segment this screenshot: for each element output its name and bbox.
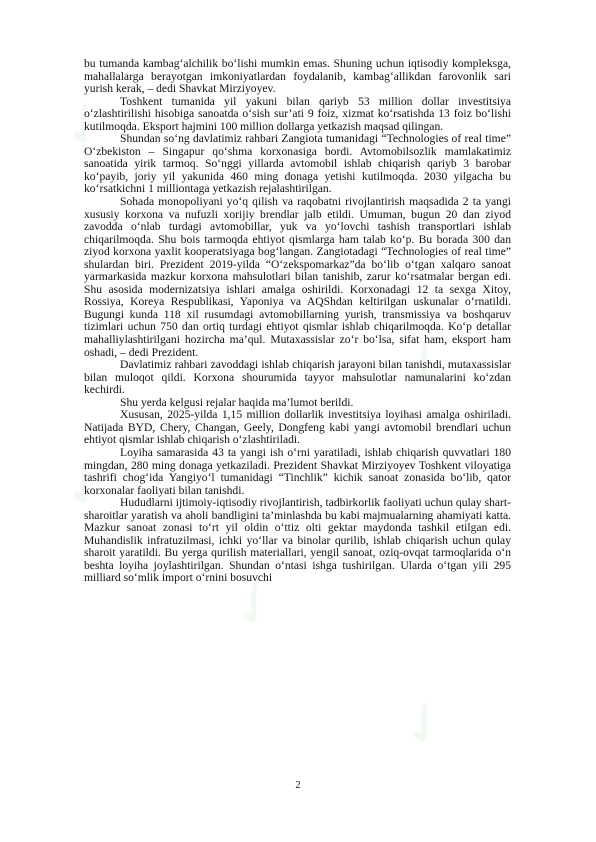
paragraph: Loyiha samarasida 43 ta yangi ish o‘rni yaratiladi, ishlab chiqarish quvvatlari 180 mingdan, 280 ming donaga yetkaziladi. Prezident Shavkat Mirziyoyev Toshkent viloyatiga tashrifi chog‘ida Yangiyo‘l tumanidagi “Tinchlik” kichik sanoat zonasida bo‘lib, qator korxonalar faoliyati bilan tanishdi. [84, 445, 511, 497]
paragraph: Xususan, 2025-yilda 1,15 million dollarlik investitsiya loyihasi amalga oshiriladi. Natijada BYD, Chery, Changan, Geely, Dongfeng kabi yangi avtomobil brendlari uchun ehtiyot qismlar ishlab chiqarish o‘zlashtiriladi. [84, 408, 511, 447]
paragraph: bu tumanda kambag‘alchilik bo‘lishi mumkin emas. Shuning uchun iqtisodiy kompleksga, mahallalarga berayotgan imkoniyatlardan foydalanib, kambag‘allikdan farovonlik sari yurish kerak, – dedi Shavkat Mirziyoyev. [84, 57, 511, 96]
body-text [84, 58, 511, 585]
watermark-mark-4: ✓ [46, 443, 124, 525]
watermark-mark-1: ✓ [46, 83, 124, 165]
paragraph: Hududlarni ijtimoiy-iqtisodiy rivojlantirish, tadbirkorlik faoliyati uchun qulay shart-sharoitlar yaratish va aholi bandligini ta’minlashda bu kabi majmualarning ahamiyati katta. Mazkur sanoat zonasi to‘rt yil oldin o‘ttiz olti gektar maydonda tashkil etilgan edi. Muhandislik infratuzilmasi, ichki yo‘llar va binolar qurilib, ishlab chiqarish uchun qulay sharoit yaratildi. Bu yerga qurilish materiallari, yengil sanoat, oziq-ovqat tarmoqlarida o‘n beshta loyiha joylashtirilgan. Shundan o‘ntasi ishga tushirilgan. Ularda o‘tgan yili 295 milliard so‘mlik import o‘rnini bosuvchi [84, 496, 511, 585]
paragraph: Sohada monopoliyani yo‘q qilish va raqobatni rivojlantirish maqsadida 2 ta yangi xususiy korxona va nufuzli xorijiy brendlar jalb etildi. Umuman, bugun 20 dan ziyod zavodda o‘nlab turdagi avtomobillar, yuk va yo‘lovchi tashish transportlari ishlab chiqarilmoqda. Shu bois tarmoqda ehtiyot qismlarga ham talab ko‘p. Bu borada 300 dan ziyod korxona yaxlit kooperatsiyaga bog‘langan. Zangiotadagi “Technologies of real time” shulardan biri. Prezident 2019-yilda “O‘zekspomarkaz”da bo‘lib o‘tgan xalqaro sanoat yarmarkasida mazkur korxona mahsulotlari bilan tanishib, zarur ko‘rsatmalar bergan edi. Shu asosida modernizatsiya ishlari amalga oshirildi. Korxonadagi 12 ta sexga Xitoy, Rossiya, Koreya Respublikasi, Yaponiya va AQShdan keltirilgan uskunalar o‘rnatildi. Bugungi kunda 118 xil rusumdagi avtomobillarning yurish, transmissiya va boshqaruv tizimlari uchun 750 dan ortiq turdagi ehtiyot qismlar ishlab chiqarilmoqda. Ko‘p detallar mahalliylashtirilgani hozircha ma’qul. Mutaxassislar zo‘r bo‘lsa, sifat ham, eksport ham oshadi, – dedi Prezident. [84, 195, 511, 359]
paragraph: Shu yerda kelgusi rejalar haqida ma’lumot berildi. [120, 395, 354, 409]
watermark-mark-2: ✓ [216, 203, 294, 285]
paragraph: Toshkent tumanida yil yakuni bilan qariyb 53 million dollar investitsiya o‘zlashtirilishi hisobiga sanoatda o‘sish sur’ati 9 foiz, xizmat ko‘rsatishda 13 foiz bo‘lishi kutilmoqda. Eksport hajmini 100 million dollarga yetkazish maqsad qilingan. [84, 94, 511, 133]
watermark-mark-6: ✓ [386, 683, 464, 765]
page-number: 2 [295, 780, 301, 791]
paragraph: Davlatimiz rahbari zavoddagi ishlab chiqarish jarayoni bilan tanishdi, mutaxassislar bilan muloqot qildi. Korxona shourumida tayyor mahsulotlar namunalarini ko‘zdan kechirdi. [84, 358, 511, 397]
paragraph: Shundan so‘ng davlatimiz rahbari Zangiota tumanidagi “Technologies of real time” O‘zbekiston – Singapur qo‘shma korxonasiga bordi. Avtomobilsozlik mamlakatimiz sanoatida yirik tarmoq. So‘nggi yillarda avtomobil ishlab chiqarish qariyb 3 barobar ko‘payib, joriy yil yakunida 460 ming donaga yetishi kutilmoqda. 2030 yilgacha bu ko‘rsatkichni 1 milliontaga yetkazish rejalashtirilgan. [84, 132, 511, 196]
watermark-mark-5: ✓ [216, 563, 294, 645]
watermark-mark-3: ✓ [386, 323, 464, 405]
